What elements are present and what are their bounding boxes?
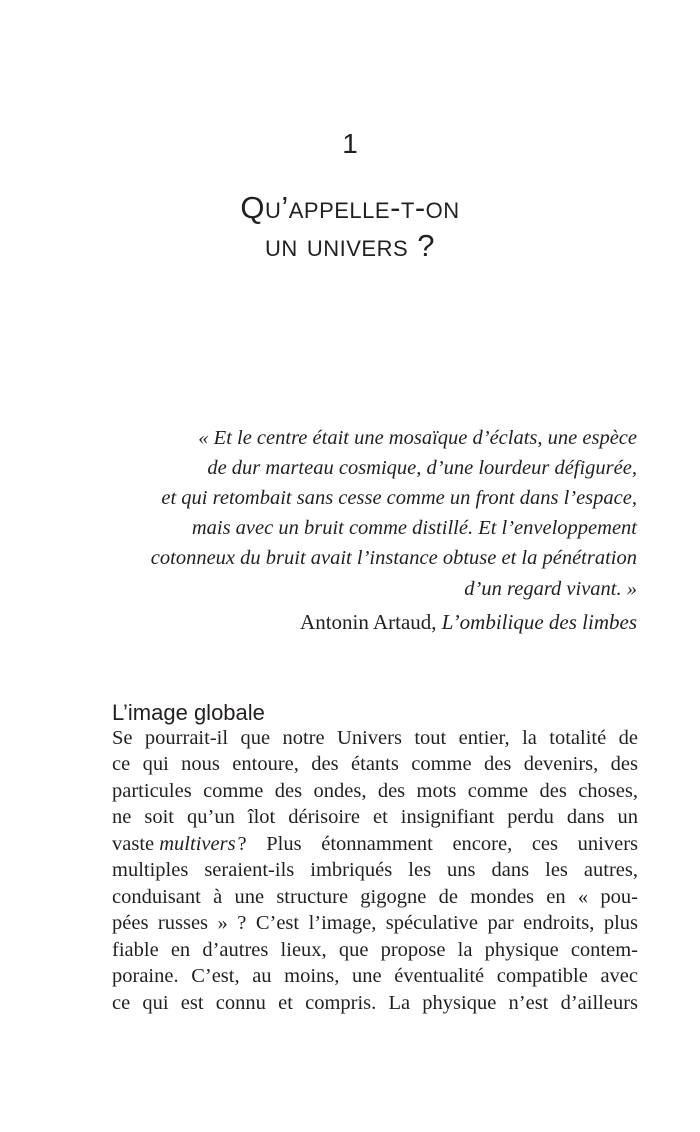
chapter-title-line-2: un univers ? [264, 228, 436, 263]
body-emphasis: multivers [159, 833, 236, 855]
body-line: ce qui est connu et compris. La physique n’est d’ailleurs [112, 992, 638, 1014]
body-line: fiable en d’autres lieux, que propose la physique contem- [112, 939, 638, 961]
epigraph-author: Antonin Artaud, [300, 610, 437, 634]
epigraph-line: « Et le centre était une mosaïque d’éclats, une espèce [198, 427, 637, 449]
epigraph-line: de dur marteau cosmique, d’une lourdeur défigurée, [207, 457, 637, 479]
body-line [112, 833, 638, 856]
epigraph-attribution [300, 610, 637, 635]
epigraph-line: cotonneux du bruit avait l’instance obtuse et la pénétration [150, 547, 637, 569]
chapter-title-line-1: Qu’appelle-t-on [240, 190, 460, 225]
body-line: ne soit qu’un îlot dérisoire et insignifiant perdu dans un [112, 806, 638, 828]
section-heading: L’image globale [112, 700, 265, 725]
epigraph-line: mais avec un bruit comme distillé. Et l’enveloppement [191, 517, 637, 539]
body-text: vaste [112, 833, 155, 855]
epigraph-line: et qui retombait sans cesse comme un front dans l’espace, [161, 487, 637, 509]
body-text: ? Plus étonnamment encore, ces univers [237, 833, 638, 855]
body-line: particules comme des ondes, des mots comme des choses, [112, 780, 638, 802]
body-line: poraine. C’est, au moins, une éventualité compatible avec [112, 965, 638, 987]
epigraph-line: d’un regard vivant. » [464, 578, 637, 600]
chapter-number: 1 [342, 128, 358, 159]
body-line: multiples seraient-ils imbriqués les uns dans les autres, [112, 859, 638, 881]
body-line: ce qui nous entoure, des étants comme des devenirs, des [112, 753, 638, 775]
body-line: Se pourrait-il que notre Univers tout entier, la totalité de [112, 727, 638, 749]
body-line: pées russes » ? C’est l’image, spéculative par endroits, plus [112, 912, 638, 934]
epigraph-work: L’ombilique des limbes [441, 610, 637, 634]
body-line: conduisant à une structure gigogne de mondes en « pou- [112, 886, 638, 908]
